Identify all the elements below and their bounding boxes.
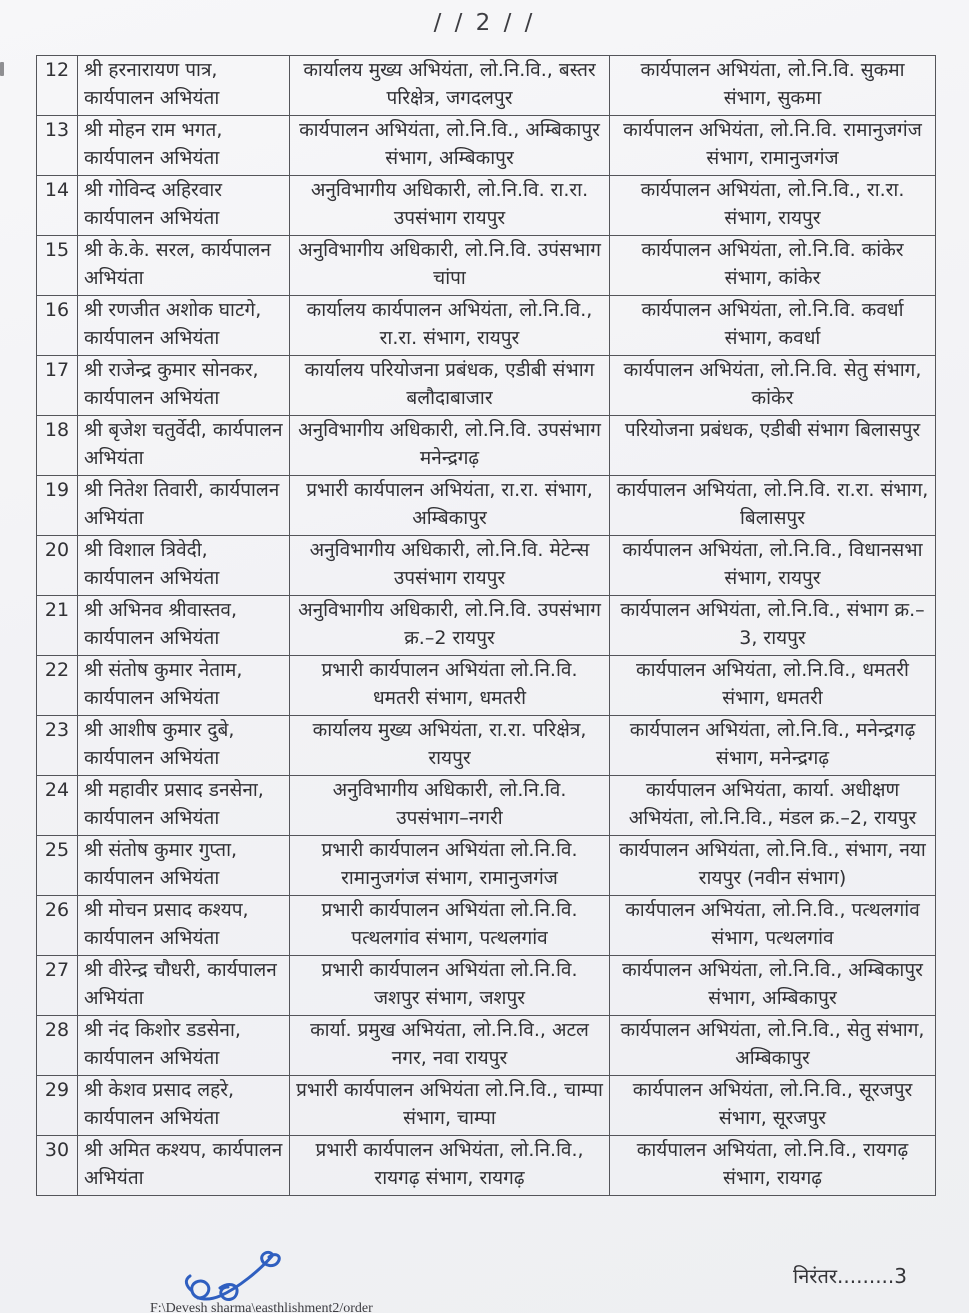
table-row [37,1016,936,1076]
row-new-posting: कार्यपालन अभियंता, लो.नि.वि., पत्थलगांव संभाग, पत्थलगांव [610,896,936,956]
row-present-posting: अनुविभागीय अधिकारी, लो.नि.वि. उपंसभाग चांपा [290,236,610,296]
row-present-posting: प्रभारी कार्यपालन अभियंता लो.नि.वि. रामानुजगंज संभाग, रामानुजगंज [290,836,610,896]
table-row [37,56,936,116]
table-row [37,776,936,836]
table-row [37,716,936,776]
table-row [37,836,936,896]
row-new-posting: कार्यपालन अभियंता, कार्या. अधीक्षण अभियंता, लो.नि.वि., मंडल क्र.–2, रायपुर [610,776,936,836]
row-present-posting: अनुविभागीय अधिकारी, लो.नि.वि. मेटेन्स उपसंभाग रायपुर [290,536,610,596]
row-officer-name: श्री राजेन्द्र कुमार सोनकर, कार्यपालन अभियंता [78,356,290,416]
row-present-posting: कार्यालय कार्यपालन अभियंता, लो.नि.वि., रा.रा. संभाग, रायपुर [290,296,610,356]
row-new-posting: कार्यपालन अभियंता, लो.नि.वि., संभाग क्र.–3, रायपुर [610,596,936,656]
row-officer-name: श्री अभिनव श्रीवास्तव, कार्यपालन अभियंता [78,596,290,656]
row-new-posting: कार्यपालन अभियंता, लो.नि.वि. रा.रा. संभाग, बिलासपुर [610,476,936,536]
table-row [37,116,936,176]
row-officer-name: श्री मोहन राम भगत, कार्यपालन अभियंता [78,116,290,176]
row-new-posting: परियोजना प्रबंधक, एडीबी संभाग बिलासपुर [610,416,936,476]
row-new-posting: कार्यपालन अभियंता, लो.नि.वि., सेतु संभाग, अम्बिकापुर [610,1016,936,1076]
row-present-posting: प्रभारी कार्यपालन अभियंता, लो.नि.वि., रायगढ़ संभाग, रायगढ़ [290,1136,610,1196]
row-present-posting: अनुविभागीय अधिकारी, लो.नि.वि. रा.रा. उपसंभाग रायपुर [290,176,610,236]
row-serial-number: 29 [37,1076,78,1136]
table-row [37,896,936,956]
row-serial-number: 26 [37,896,78,956]
row-officer-name: श्री केशव प्रसाद लहरे, कार्यपालन अभियंता [78,1076,290,1136]
row-officer-name: श्री नितेश तिवारी, कार्यपालन अभियंता [78,476,290,536]
row-present-posting: प्रभारी कार्यपालन अभियंता लो.नि.वि. जशपुर संभाग, जशपुर [290,956,610,1016]
row-new-posting: कार्यपालन अभियंता, लो.नि.वि., रा.रा. संभाग, रायपुर [610,176,936,236]
row-serial-number: 25 [37,836,78,896]
row-officer-name: श्री गोविन्द अहिरवार कार्यपालन अभियंता [78,176,290,236]
row-officer-name: श्री रणजीत अशोक घाटगे, कार्यपालन अभियंता [78,296,290,356]
row-new-posting: कार्यपालन अभियंता, लो.नि.वि., धमतरी संभाग, धमतरी [610,656,936,716]
row-serial-number: 15 [37,236,78,296]
row-serial-number: 13 [37,116,78,176]
row-present-posting: कार्यालय मुख्य अभियंता, रा.रा. परिक्षेत्र, रायपुर [290,716,610,776]
row-present-posting: कार्यपालन अभियंता, लो.नि.वि., अम्बिकापुर संभाग, अम्बिकापुर [290,116,610,176]
row-serial-number: 17 [37,356,78,416]
row-serial-number: 24 [37,776,78,836]
row-serial-number: 30 [37,1136,78,1196]
row-officer-name: श्री मोचन प्रसाद कश्यप, कार्यपालन अभियंता [78,896,290,956]
table-row [37,176,936,236]
row-officer-name: श्री महावीर प्रसाद डनसेना, कार्यपालन अभियंता [78,776,290,836]
row-present-posting: अनुविभागीय अधिकारी, लो.नि.वि. उपसंभाग क्र.–2 रायपुर [290,596,610,656]
row-present-posting: कार्या. प्रमुख अभियंता, लो.नि.वि., अटल नगर, नवा रायपुर [290,1016,610,1076]
continuation-note: निरंतर.........3 [793,1264,907,1288]
row-serial-number: 16 [37,296,78,356]
table-row [37,296,936,356]
row-serial-number: 19 [37,476,78,536]
file-path-footer: F:\Devesh sharma\easthlishment2/order [150,1301,373,1313]
table-row [37,956,936,1016]
row-officer-name: श्री के.के. सरल, कार्यपालन अभियंता [78,236,290,296]
row-present-posting: कार्यालय परियोजना प्रबंधक, एडीबी संभाग बलौदाबाजार [290,356,610,416]
row-new-posting: कार्यपालन अभियंता, लो.नि.वि., विधानसभा संभाग, रायपुर [610,536,936,596]
row-present-posting: प्रभारी कार्यपालन अभियंता लो.नि.वि. धमतरी संभाग, धमतरी [290,656,610,716]
row-officer-name: श्री संतोष कुमार गुप्ता, कार्यपालन अभियंता [78,836,290,896]
transfer-order-table [36,55,936,1196]
row-serial-number: 14 [37,176,78,236]
page-number: / / 2 / / [433,10,536,36]
row-serial-number: 12 [37,56,78,116]
row-new-posting: कार्यपालन अभियंता, लो.नि.वि., रायगढ़ संभाग, रायगढ़ [610,1136,936,1196]
row-serial-number: 27 [37,956,78,1016]
table-row [37,476,936,536]
row-serial-number: 18 [37,416,78,476]
row-officer-name: श्री विशाल त्रिवेदी, कार्यपालन अभियंता [78,536,290,596]
scan-artifact [0,62,4,76]
row-present-posting: प्रभारी कार्यपालन अभियंता लो.नि.वि. पत्थलगांव संभाग, पत्थलगांव [290,896,610,956]
row-new-posting: कार्यपालन अभियंता, लो.नि.वि., सूरजपुर संभाग, सूरजपुर [610,1076,936,1136]
row-new-posting: कार्यपालन अभियंता, लो.नि.वि., अम्बिकापुर संभाग, अम्बिकापुर [610,956,936,1016]
row-officer-name: श्री वीरेन्द्र चौधरी, कार्यपालन अभियंता [78,956,290,1016]
row-officer-name: श्री अमित कश्यप, कार्यपालन अभियंता [78,1136,290,1196]
row-new-posting: कार्यपालन अभियंता, लो.नि.वि. सेतु संभाग, कांकेर [610,356,936,416]
table-row [37,1136,936,1196]
row-present-posting: अनुविभागीय अधिकारी, लो.नि.वि. उपसंभाग मनेन्द्रगढ़ [290,416,610,476]
row-present-posting: अनुविभागीय अधिकारी, लो.नि.वि. उपसंभाग–नगरी [290,776,610,836]
table-row [37,656,936,716]
row-present-posting: कार्यालय मुख्य अभियंता, लो.नि.वि., बस्तर परिक्षेत्र, जगदलपुर [290,56,610,116]
table-row [37,236,936,296]
row-officer-name: श्री हरनारायण पात्र, कार्यपालन अभियंता [78,56,290,116]
row-officer-name: श्री नंद किशोर डडसेना, कार्यपालन अभियंता [78,1016,290,1076]
table-row [37,1076,936,1136]
row-officer-name: श्री संतोष कुमार नेताम, कार्यपालन अभियंता [78,656,290,716]
row-officer-name: श्री आशीष कुमार दुबे, कार्यपालन अभियंता [78,716,290,776]
row-new-posting: कार्यपालन अभियंता, लो.नि.वि. सुकमा संभाग, सुकमा [610,56,936,116]
row-serial-number: 23 [37,716,78,776]
table-row [37,356,936,416]
table-row [37,596,936,656]
table-row [37,416,936,476]
row-serial-number: 28 [37,1016,78,1076]
row-new-posting: कार्यपालन अभियंता, लो.नि.वि. कांकेर संभाग, कांकेर [610,236,936,296]
table-row [37,536,936,596]
row-serial-number: 22 [37,656,78,716]
row-present-posting: प्रभारी कार्यपालन अभियंता, रा.रा. संभाग, अम्बिकापुर [290,476,610,536]
row-officer-name: श्री बृजेश चतुर्वेदी, कार्यपालन अभियंता [78,416,290,476]
row-present-posting: प्रभारी कार्यपालन अभियंता लो.नि.वि., चाम्पा संभाग, चाम्पा [290,1076,610,1136]
row-new-posting: कार्यपालन अभियंता, लो.नि.वि. कवर्धा संभाग, कवर्धा [610,296,936,356]
row-new-posting: कार्यपालन अभियंता, लो.नि.वि., मनेन्द्रगढ़ संभाग, मनेन्द्रगढ़ [610,716,936,776]
row-new-posting: कार्यपालन अभियंता, लो.नि.वि. रामानुजगंज संभाग, रामानुजगंज [610,116,936,176]
row-serial-number: 20 [37,536,78,596]
row-new-posting: कार्यपालन अभियंता, लो.नि.वि., संभाग, नया रायपुर (नवीन संभाग) [610,836,936,896]
row-serial-number: 21 [37,596,78,656]
